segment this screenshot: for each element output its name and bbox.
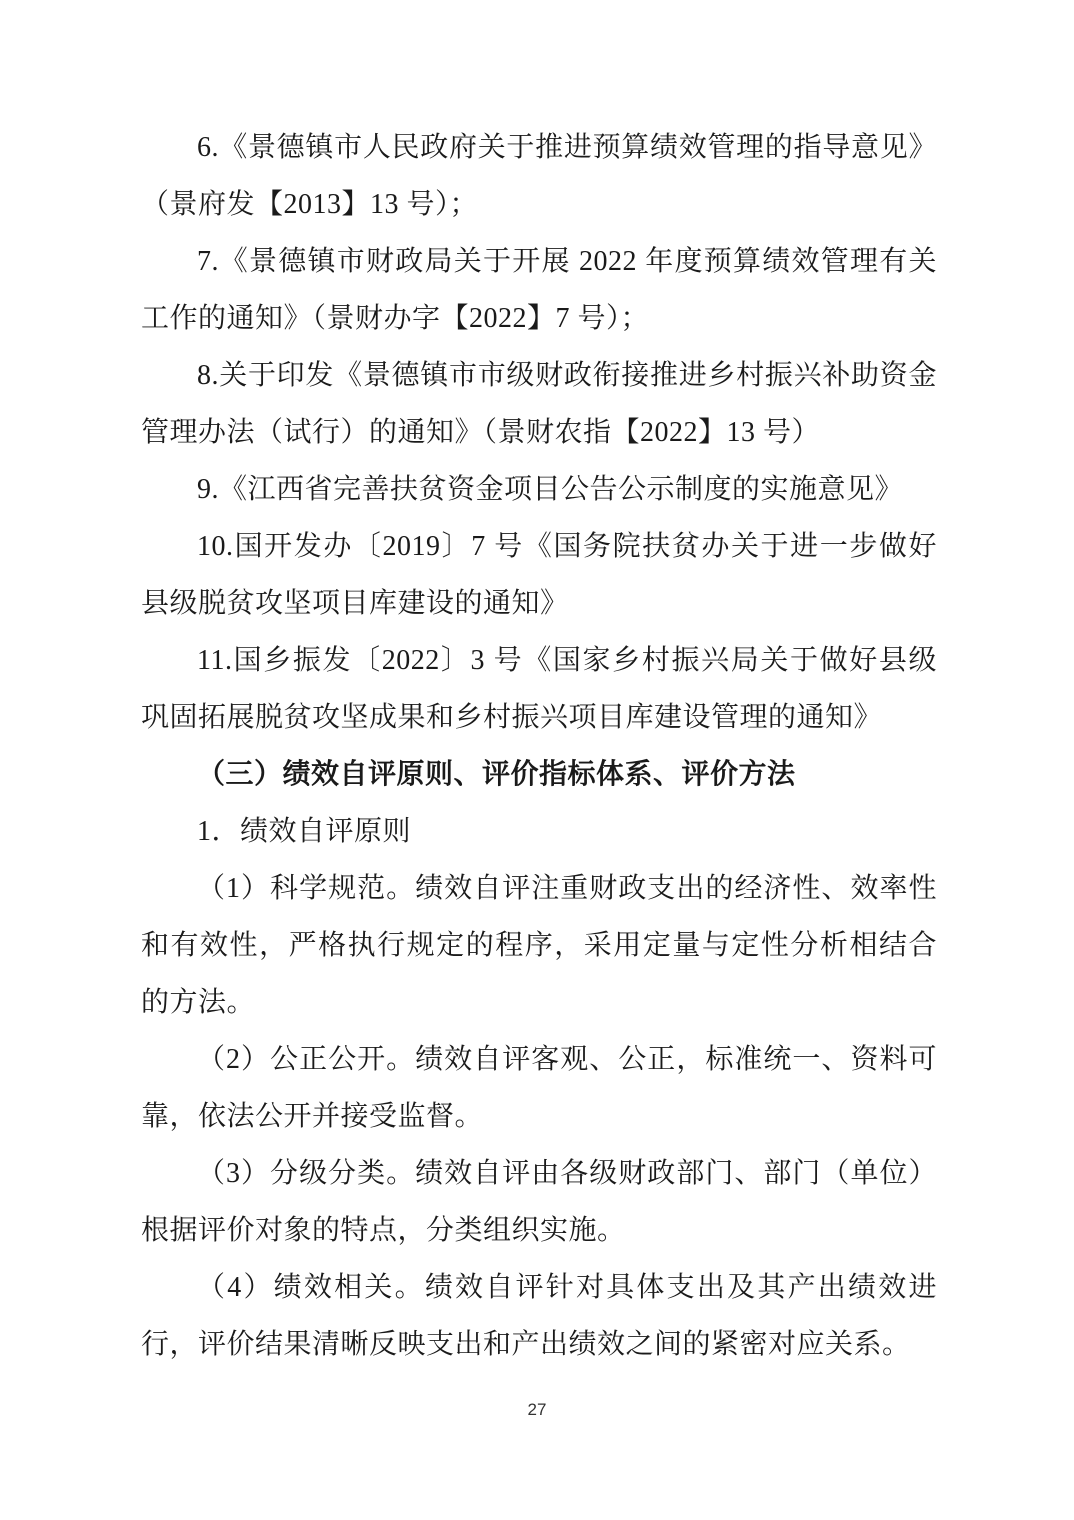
subsection-heading: 1．绩效自评原则 xyxy=(197,816,412,847)
reference-item-6: 6.《景德镇市人民政府关于推进预算绩效管理的指导意见》（景府发【2013】13 号）； xyxy=(141,132,937,220)
reference-item-8: 8.关于印发《景德镇市市级财政衔接推进乡村振兴补助资金管理办法（试行）的通知》（景财农指【2022】13 号） xyxy=(141,360,937,448)
principle-item-1: （1）科学规范。绩效自评注重财政支出的经济性、效率性和有效性，严格执行规定的程序，采用定量与定性分析相结合的方法。 xyxy=(141,873,937,1018)
reference-item-11: 11.国乡振发〔2022〕3 号《国家乡村振兴局关于做好县级巩固拓展脱贫攻坚成果和乡村振兴项目库建设管理的通知》 xyxy=(141,645,937,733)
principle-item-4: （4）绩效相关。绩效自评针对具体支出及其产出绩效进行，评价结果清晰反映支出和产出绩效之间的紧密对应关系。 xyxy=(141,1272,937,1360)
principle-item-2: （2）公正公开。绩效自评客观、公正，标准统一、资料可靠，依法公开并接受监督。 xyxy=(141,1044,937,1132)
principle-item-3: （3）分级分类。绩效自评由各级财政部门、部门（单位）根据评价对象的特点，分类组织实施。 xyxy=(141,1158,937,1246)
document-body xyxy=(141,119,937,1373)
section-heading: （三）绩效自评原则、评价指标体系、评价方法 xyxy=(197,759,796,790)
reference-item-10: 10.国开发办〔2019〕7 号《国务院扶贫办关于进一步做好县级脱贫攻坚项目库建设的通知》 xyxy=(141,531,937,619)
reference-item-7: 7.《景德镇市财政局关于开展 2022 年度预算绩效管理有关工作的通知》（景财办字【2022】7 号）； xyxy=(141,246,937,334)
page-number: 27 xyxy=(527,1400,547,1419)
reference-item-9: 9.《江西省完善扶贫资金项目公告公示制度的实施意见》 xyxy=(197,474,904,505)
